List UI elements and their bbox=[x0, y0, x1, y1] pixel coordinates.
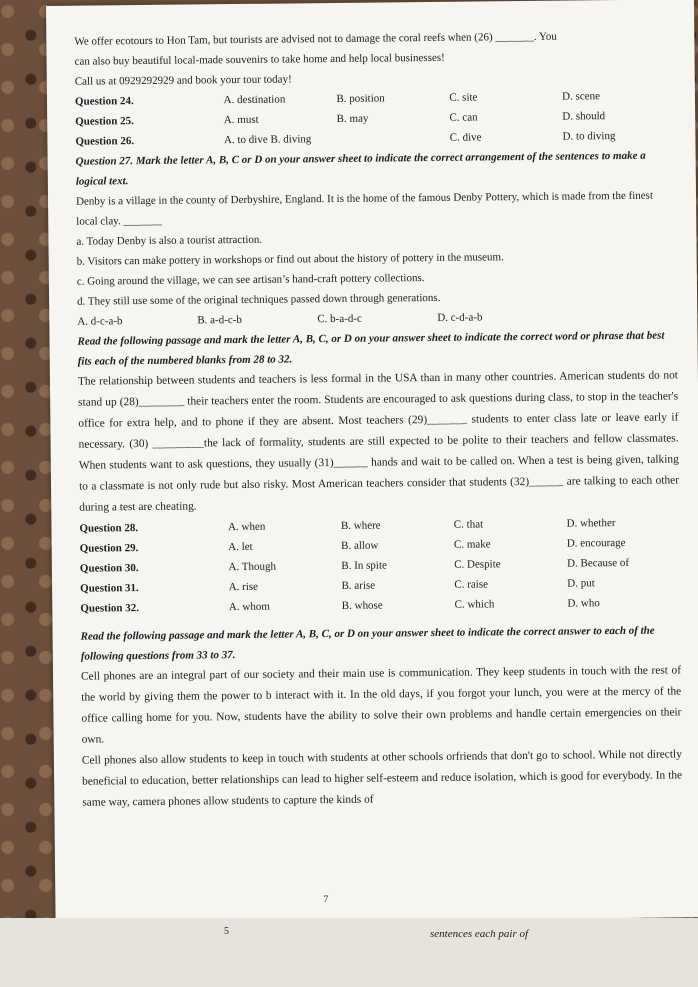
question-label: Question 26. bbox=[75, 135, 135, 148]
option: A. Though bbox=[228, 560, 277, 574]
page-content bbox=[74, 25, 682, 813]
option: D. who bbox=[567, 597, 600, 610]
section2-instruction: Read the following passage and mark the letter A, B, C, or D on your answer sheet to indicate the correct word or phrase that best fits each of the numbered blanks from 28 to 32. bbox=[77, 329, 665, 368]
next-page-number: 5 bbox=[224, 926, 229, 937]
option: D. whether bbox=[566, 517, 616, 530]
option: D. to diving bbox=[562, 130, 616, 143]
next-page-text: sentences each pair of bbox=[430, 928, 529, 940]
question-label: Question 32. bbox=[80, 602, 140, 615]
option: D. put bbox=[567, 577, 595, 590]
option: A. whom bbox=[228, 600, 270, 614]
option: B. In spite bbox=[341, 559, 387, 572]
sentence-b: b. Visitors can make pottery in workshops or find out about the history of pottery in the museum. bbox=[76, 251, 504, 268]
option: C. dive bbox=[449, 131, 482, 144]
option: A. to dive B. diving bbox=[223, 133, 312, 147]
q27-stem: Denby is a village in the county of Derbyshire, England. It is the home of the famous Denby Pottery, which is made from the finest local clay. _______ bbox=[75, 189, 654, 228]
question-label: Question 28. bbox=[79, 522, 139, 535]
option: D. encourage bbox=[566, 536, 626, 550]
option: A. d-c-a-b bbox=[77, 315, 123, 328]
option: B. a-d-c-b bbox=[197, 313, 242, 327]
option: B. whose bbox=[341, 599, 383, 612]
option: C. Despite bbox=[454, 558, 501, 571]
section3-instruction: Read the following passage and mark the letter A, B, C, or D on your answer sheet to indicate the correct answer to each of the following questions from 33 to 37. bbox=[80, 624, 655, 663]
q27-instruction: Question 27. Mark the letter A, B, C or D on your answer sheet to indicate the correct arrangement of the sentences to make a logical text. bbox=[75, 149, 646, 188]
intro-line: We offer ecotours to Hon Tam, but tourists are advised not to damage the coral reefs when (26) _______. You bbox=[74, 30, 557, 48]
question-label: Question 25. bbox=[75, 115, 134, 128]
section3-paragraph: Cell phones are an integral part of our society and their main use is communication. They keep students in touch with the rest of the world by giving them the power to b interact with it. In the old days, if you forgot your lunch, you were at the mercy of the office calling home for you. Now, students have the ability to solve their own problems and handle certain emergencies on their own. bbox=[80, 664, 682, 746]
option: A. destination bbox=[223, 93, 286, 107]
sentence-c: c. Going around the village, we can see artisan’s hand-craft pottery collections. bbox=[76, 272, 425, 288]
next-page-strip bbox=[0, 918, 698, 987]
page-number: 7 bbox=[323, 894, 329, 906]
option: A. when bbox=[227, 520, 266, 534]
question-label: Question 24. bbox=[74, 95, 134, 108]
section2-passage: The relationship between students and teachers is less formal in the USA than in many other countries. American students do not stand up (28)________ their teachers enter the room. Students are encouraged to ask questions during class, to stop in the teacher's office for extra help, and to phone if they are absent. Most teachers (29)_______ students to enter class late or leave early if necessary. (30) _________the lack of formality, students are still expected to be polite to their teachers and fellow classmates. When students want to ask questions, they usually (31)______ hands and wait to be called on. When a test is being given, talking to a classmate is not only rude but also risky. Most American teachers consider that students (32)______ are talking to each other during a test are cheating. bbox=[77, 369, 680, 514]
option: A. must bbox=[223, 113, 259, 127]
option: B. where bbox=[340, 519, 381, 532]
intro-line: Call us at 0929292929 and book your tour today! bbox=[74, 73, 292, 88]
option: B. position bbox=[336, 92, 385, 105]
question-label: Question 30. bbox=[79, 562, 139, 575]
option: C. that bbox=[453, 518, 484, 531]
option: B. may bbox=[336, 112, 369, 125]
option: C. make bbox=[453, 538, 491, 551]
option: D. should bbox=[562, 110, 606, 123]
exam-page bbox=[46, 0, 698, 924]
intro-line: can also buy beautiful local-made souvenirs to take home and help local businesses! bbox=[74, 51, 445, 68]
option: D. Because of bbox=[566, 556, 630, 570]
option: C. can bbox=[449, 111, 478, 124]
option: A. let bbox=[228, 540, 253, 554]
option: C. raise bbox=[454, 578, 489, 591]
option: A. rise bbox=[228, 580, 259, 594]
sentence-d: d. They still use some of the original techniques passed down through generations. bbox=[77, 291, 441, 308]
option: D. c-d-a-b bbox=[437, 311, 483, 324]
sentence-a: a. Today Denby is also a tourist attraction. bbox=[76, 233, 263, 248]
option: C. which bbox=[454, 598, 495, 611]
option: C. site bbox=[449, 91, 478, 104]
option: C. b-a-d-c bbox=[317, 312, 362, 326]
option: B. arise bbox=[341, 579, 376, 592]
option bbox=[374, 128, 449, 149]
option: D. scene bbox=[562, 90, 601, 103]
question-label: Question 29. bbox=[79, 542, 139, 555]
option: B. allow bbox=[341, 539, 379, 552]
question-label: Question 31. bbox=[80, 582, 139, 595]
section3-paragraph: Cell phones also allow students to keep in touch with students at other schools orfriends that don't go to school. While not directly beneficial to education, better relationships can lead to higher self-esteem and reduce isolation, which is good for everybody. In the same way, camera phones allow students to capture the kinds of bbox=[81, 748, 683, 809]
